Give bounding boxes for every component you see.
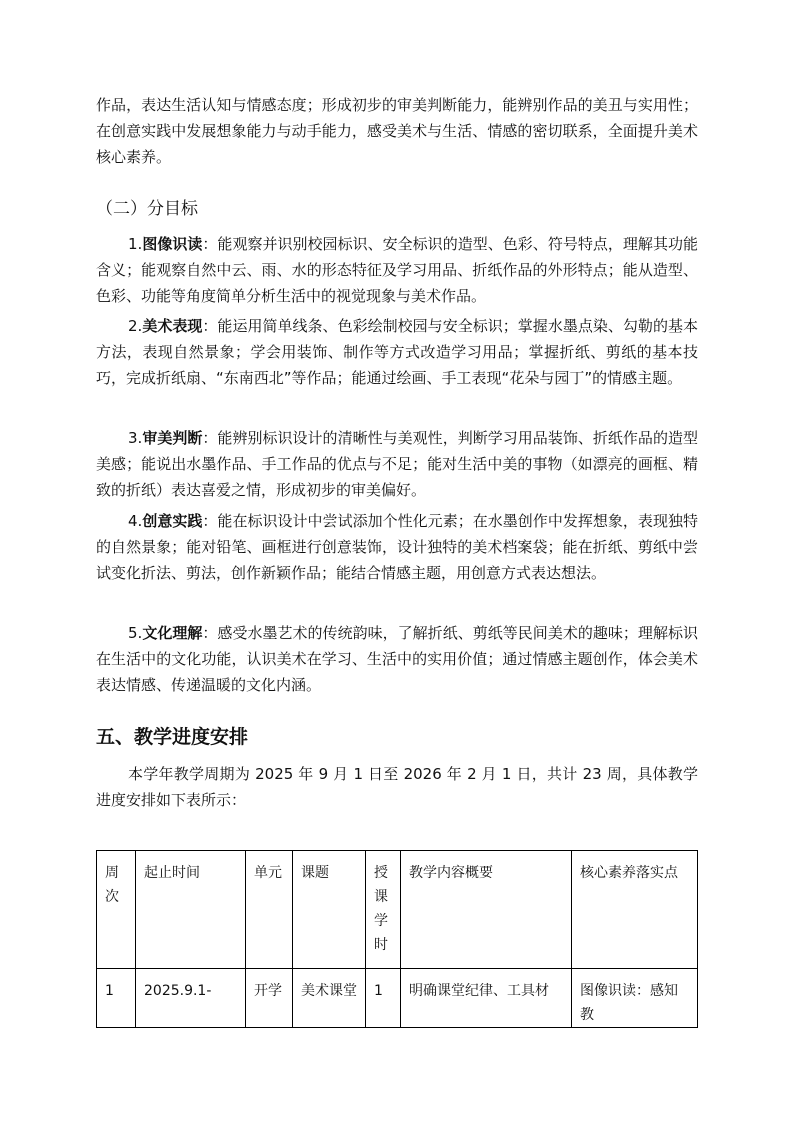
table-row (97, 969, 698, 1028)
subheading-goals: （二）分目标 (96, 199, 198, 219)
schedule-intro-paragraph: 本学年教学周期为 2025 年 9 月 1 日至 2026 年 2 月 1 日，共计 23 周，具体教学进度安排如下表所示： (96, 765, 698, 809)
intro-paragraph: 作品，表达生活认知与情感态度；形成初步的审美判断能力，能辨别作品的美丑与实用性；在创意实践中发展想象能力与动手能力，感受美术与生活、情感的密切联系，全面提升美术核心素养。 (96, 96, 698, 166)
goal-title: 图像识读 (142, 235, 203, 253)
cell-unit: 开学 (246, 969, 293, 1028)
header-hours: 授课学时 (366, 851, 401, 969)
goal-paragraph-3 (96, 425, 698, 503)
goal-title: 审美判断 (142, 429, 203, 447)
goal-paragraph-4 (96, 508, 698, 586)
section-heading-schedule: 五、教学进度安排 (96, 726, 249, 748)
goal-title: 美术表现 (142, 317, 203, 335)
header-topic: 课题 (293, 851, 366, 969)
goal-number: 4. (128, 512, 143, 530)
goal-text: ：能在标识设计中尝试添加个性化元素；在水墨创作中发挥想象，表现独特的自然景象；能对铅笔、画框进行创意装饰，设计独特的美术档案袋；能在折纸、剪纸中尝试变化折法、剪法，创作新颖作品；能结合情感主题，用创意方式表达想法。 (96, 512, 698, 582)
goal-number: 5. (128, 624, 143, 642)
cell-dates: 2025.9.1- (136, 969, 246, 1028)
goal-number: 2. (128, 317, 143, 335)
goal-number: 3. (128, 429, 143, 447)
header-dates: 起止时间 (136, 851, 246, 969)
goal-paragraph-1 (96, 231, 698, 309)
header-unit: 单元 (246, 851, 293, 969)
cell-topic: 美术课堂 (293, 969, 366, 1028)
header-competency: 核心素养落实点 (572, 851, 698, 969)
header-content: 教学内容概要 (401, 851, 572, 969)
goal-text: ：能观察并识别校园标识、安全标识的造型、色彩、符号特点，理解其功能含义；能观察自然中云、雨、水的形态特征及学习用品、折纸作品的外形特点；能从造型、色彩、功能等角度简单分析生活中的视觉现象与美术作品。 (96, 235, 698, 305)
goal-number: 1. (128, 235, 143, 253)
goal-text: ：感受水墨艺术的传统韵味，了解折纸、剪纸等民间美术的趣味；理解标识在生活中的文化功能，认识美术在学习、生活中的实用价值；通过情感主题创作，体会美术表达情感、传递温暖的文化内涵。 (96, 624, 698, 694)
goal-text: ：能辨别标识设计的清晰性与美观性，判断学习用品装饰、折纸作品的造型美感；能说出水墨作品、手工作品的优点与不足；能对生活中美的事物（如漂亮的画框、精致的折纸）表达喜爱之情，形成初步的审美偏好。 (96, 429, 698, 499)
schedule-table (96, 850, 698, 1028)
cell-hours: 1 (366, 969, 401, 1028)
cell-content: 明确课堂纪律、工具材 (401, 969, 572, 1028)
goal-paragraph-2 (96, 313, 698, 391)
goal-text: ：能运用简单线条、色彩绘制校园与安全标识；掌握水墨点染、勾勒的基本方法，表现自然景象；学会用装饰、制作等方式改造学习用品；掌握折纸、剪纸的基本技巧，完成折纸扇、“东南西北”等作品；能通过绘画、手工表现“花朵与园丁”的情感主题。 (96, 317, 698, 387)
goal-title: 创意实践 (142, 512, 203, 530)
cell-week: 1 (97, 969, 136, 1028)
goal-paragraph-5 (96, 620, 698, 698)
header-week: 周次 (97, 851, 136, 969)
goal-title: 文化理解 (142, 624, 203, 642)
table-header-row (97, 851, 698, 969)
cell-competency: 图像识读：感知教 (572, 969, 698, 1028)
